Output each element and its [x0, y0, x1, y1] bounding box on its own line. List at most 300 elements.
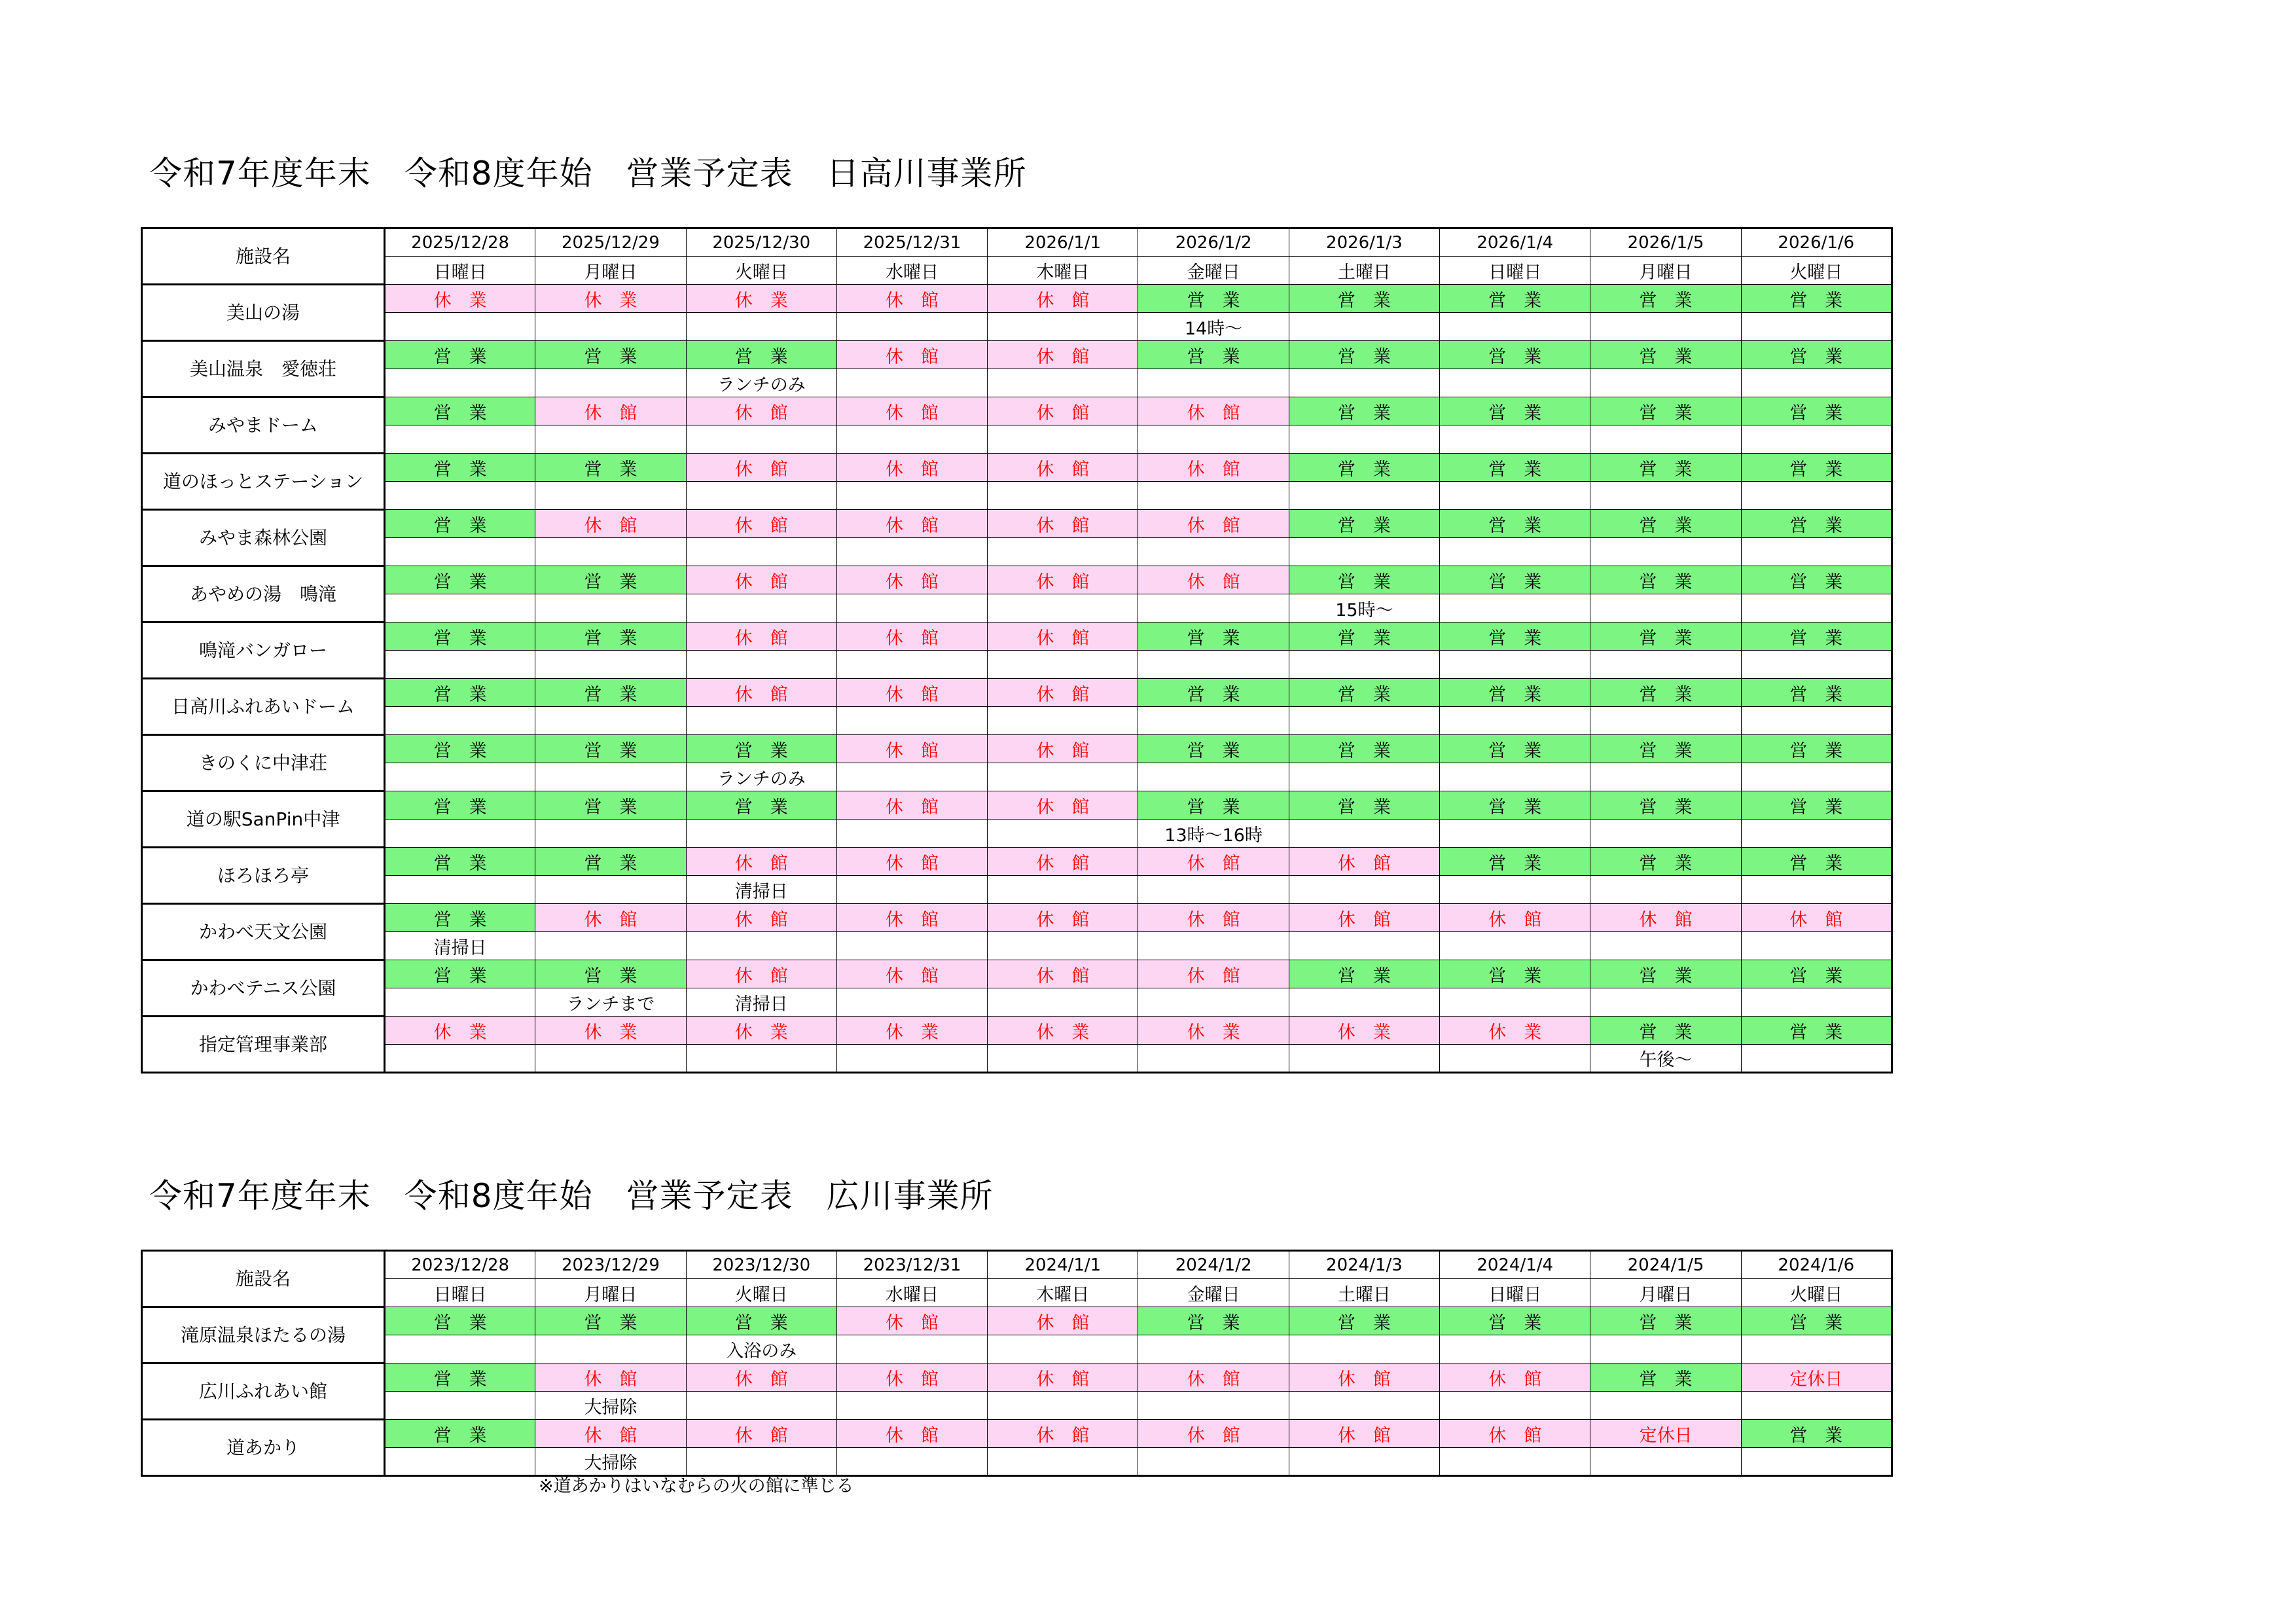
status-text: 営 業 [1187, 797, 1240, 818]
status-cell [836, 285, 987, 313]
header-weekday: 土曜日 [1289, 257, 1439, 285]
note-cell [836, 820, 987, 848]
status-cell [1741, 791, 1892, 820]
note-cell [836, 1045, 987, 1073]
status-text: 営 業 [1187, 290, 1240, 311]
table-row [142, 397, 1892, 425]
status-cell [988, 1017, 1138, 1045]
status-cell [1289, 566, 1439, 594]
header-date: 2023/12/30 [686, 1251, 836, 1279]
status-text: 営 業 [1337, 515, 1391, 536]
status-text: 営 業 [1488, 797, 1542, 818]
status-text: 休 館 [734, 965, 788, 986]
status-text: 休 館 [734, 909, 788, 930]
status-cell [1741, 679, 1892, 707]
status-cell [1741, 1420, 1892, 1448]
note-cell [535, 538, 686, 566]
note-cell [836, 876, 987, 904]
status-cell [988, 397, 1138, 425]
note-cell [686, 1045, 836, 1073]
status-cell [836, 341, 987, 369]
status-cell [1590, 1363, 1741, 1392]
status-text: 休 館 [1187, 459, 1240, 480]
status-text: 営 業 [734, 346, 788, 367]
note-cell [1590, 594, 1741, 623]
status-cell [836, 1420, 987, 1448]
status-text: 営 業 [433, 684, 487, 705]
status-text: 休 業 [1187, 1022, 1240, 1043]
status-text: 営 業 [1789, 1312, 1843, 1333]
status-cell [535, 735, 686, 763]
note-cell [988, 425, 1138, 454]
status-cell [1289, 510, 1439, 538]
note-cell [1440, 425, 1590, 454]
note-cell [1741, 425, 1892, 454]
note-cell [1590, 425, 1741, 454]
note-cell [1741, 707, 1892, 735]
note-cell [1590, 707, 1741, 735]
note-cell [1138, 425, 1289, 454]
status-text: 休 館 [734, 571, 788, 592]
status-text: 営 業 [1639, 797, 1693, 818]
note-cell [385, 820, 535, 848]
status-text: 営 業 [1789, 1022, 1843, 1043]
header-weekday: 金曜日 [1138, 1279, 1289, 1307]
note-cell [1590, 1392, 1741, 1420]
status-text: 休 館 [886, 571, 939, 592]
note-cell [535, 313, 686, 341]
note-cell [686, 538, 836, 566]
status-cell [385, 904, 535, 932]
note-cell [1289, 651, 1439, 679]
header-weekday: 日曜日 [385, 257, 535, 285]
note-cell [836, 763, 987, 791]
note-cell [385, 763, 535, 791]
status-cell [686, 1363, 836, 1392]
status-text: 営 業 [1337, 290, 1391, 311]
note-cell [385, 425, 535, 454]
note-cell [1138, 707, 1289, 735]
status-cell [1138, 735, 1289, 763]
status-cell [1289, 1307, 1439, 1335]
note-cell [988, 763, 1138, 791]
header-weekday: 水曜日 [836, 257, 987, 285]
facility-name: 鳴滝バンガロー [142, 623, 385, 679]
note-cell [1289, 482, 1439, 510]
status-cell [1289, 679, 1439, 707]
status-cell [535, 960, 686, 988]
status-cell [1741, 397, 1892, 425]
status-cell [385, 623, 535, 651]
note-cell [1289, 820, 1439, 848]
note-cell [1289, 988, 1439, 1017]
status-cell [686, 1420, 836, 1448]
header-weekday: 木曜日 [988, 1279, 1138, 1307]
footnote: ※道あかりはいなむらの火の館に準じる [539, 1476, 854, 1496]
header-date: 2024/1/4 [1440, 1251, 1590, 1279]
status-text: 休 館 [886, 684, 939, 705]
note-cell [1440, 763, 1590, 791]
status-cell [686, 679, 836, 707]
status-cell [686, 397, 836, 425]
status-text: 休 館 [1036, 965, 1090, 986]
note-cell [1590, 763, 1741, 791]
status-cell [988, 848, 1138, 876]
status-cell [535, 510, 686, 538]
status-text: 休 館 [734, 459, 788, 480]
header-date: 2023/12/31 [836, 1251, 987, 1279]
status-cell [385, 397, 535, 425]
status-text: 営 業 [433, 571, 487, 592]
status-cell [836, 735, 987, 763]
header-date: 2025/12/28 [385, 228, 535, 257]
header-date: 2026/1/3 [1289, 228, 1439, 257]
note-cell [385, 594, 535, 623]
status-cell [988, 341, 1138, 369]
status-text: 休 館 [1337, 853, 1391, 874]
header-weekday: 月曜日 [1590, 257, 1741, 285]
status-cell [1289, 397, 1439, 425]
header-date: 2023/12/28 [385, 1251, 535, 1279]
note-cell [836, 482, 987, 510]
status-text: 営 業 [1789, 459, 1843, 480]
status-text: 定休日 [1789, 1369, 1843, 1390]
status-text: 休 館 [584, 1369, 637, 1390]
note-cell [385, 538, 535, 566]
header-date: 2024/1/3 [1289, 1251, 1439, 1279]
note-cell [988, 313, 1138, 341]
table-row-notes [142, 876, 1892, 904]
status-text: 営 業 [1187, 346, 1240, 367]
note-cell [535, 820, 686, 848]
status-cell [1741, 341, 1892, 369]
status-cell [1590, 397, 1741, 425]
note-cell: 午後～ [1590, 1045, 1741, 1073]
note-cell [988, 1392, 1138, 1420]
status-cell [535, 566, 686, 594]
status-text: 休 館 [886, 853, 939, 874]
status-text: 営 業 [1639, 459, 1693, 480]
table-row-notes [142, 482, 1892, 510]
note-cell [1138, 369, 1289, 397]
header-date: 2024/1/5 [1590, 1251, 1741, 1279]
status-text: 営 業 [584, 965, 637, 986]
facility-name: 道のほっとステーション [142, 454, 385, 510]
status-cell [686, 791, 836, 820]
status-cell [385, 1420, 535, 1448]
status-cell [686, 454, 836, 482]
status-text: 営 業 [433, 797, 487, 818]
status-text: 営 業 [433, 459, 487, 480]
status-text: 営 業 [1337, 346, 1391, 367]
note-cell: 大掃除 [535, 1392, 686, 1420]
status-cell [988, 623, 1138, 651]
facility-name: あやめの湯 鳴滝 [142, 566, 385, 623]
status-cell [1440, 1363, 1590, 1392]
status-cell [988, 285, 1138, 313]
note-cell [988, 707, 1138, 735]
note-cell [1741, 988, 1892, 1017]
note-cell [988, 1448, 1138, 1476]
status-text: 営 業 [1639, 1369, 1693, 1390]
status-cell [988, 735, 1138, 763]
note-cell [1590, 1448, 1741, 1476]
table-row [142, 1307, 1892, 1335]
table-row-notes [142, 932, 1892, 960]
header-weekday: 日曜日 [1440, 1279, 1590, 1307]
status-text: 営 業 [1789, 571, 1843, 592]
status-text: 営 業 [433, 740, 487, 761]
status-cell [686, 848, 836, 876]
header-weekday: 日曜日 [1440, 257, 1590, 285]
section-title-hirokawa: 令和7年度年末 令和8度年始 営業予定表 広川事業所 [149, 1177, 994, 1215]
note-cell [1440, 876, 1590, 904]
status-cell [1590, 1017, 1741, 1045]
table-row-notes [142, 594, 1892, 623]
note-cell: 13時～16時 [1138, 820, 1289, 848]
note-cell [535, 707, 686, 735]
table-row-notes [142, 1448, 1892, 1476]
note-cell [1590, 1335, 1741, 1363]
status-text: 休 館 [1337, 1425, 1391, 1446]
status-text: 休 館 [1036, 1312, 1090, 1333]
note-cell [1138, 538, 1289, 566]
status-text: 営 業 [1488, 459, 1542, 480]
note-cell [1741, 651, 1892, 679]
status-text: 休 館 [886, 403, 939, 424]
header-date: 2026/1/5 [1590, 228, 1741, 257]
status-text: 休 館 [1187, 1425, 1240, 1446]
status-text: 営 業 [1337, 684, 1391, 705]
status-text: 営 業 [1337, 1312, 1391, 1333]
header-date: 2026/1/4 [1440, 228, 1590, 257]
status-cell [1138, 1017, 1289, 1045]
facility-name: みやま森林公園 [142, 510, 385, 566]
status-text: 営 業 [1488, 965, 1542, 986]
status-cell [1289, 848, 1439, 876]
header-weekday: 月曜日 [535, 257, 686, 285]
status-text: 営 業 [433, 1369, 487, 1390]
status-cell [1138, 679, 1289, 707]
note-cell [836, 1448, 987, 1476]
schedule-table-hirokawa [141, 1250, 1893, 1477]
status-text: 休 館 [1036, 853, 1090, 874]
note-cell [686, 425, 836, 454]
status-cell [686, 960, 836, 988]
header-date: 2025/12/30 [686, 228, 836, 257]
status-text: 営 業 [1337, 740, 1391, 761]
status-cell [1590, 454, 1741, 482]
note-cell [535, 482, 686, 510]
status-text: 営 業 [433, 628, 487, 649]
header-date: 2026/1/2 [1138, 228, 1289, 257]
status-cell [836, 679, 987, 707]
status-text: 休 館 [734, 628, 788, 649]
status-cell [1138, 454, 1289, 482]
status-text: 営 業 [1488, 515, 1542, 536]
facility-name: かわべテニス公園 [142, 960, 385, 1017]
status-cell [836, 791, 987, 820]
note-cell [535, 876, 686, 904]
note-cell [1440, 1045, 1590, 1073]
header-facility-name: 施設名 [142, 228, 385, 285]
status-text: 休 館 [734, 403, 788, 424]
status-cell [535, 679, 686, 707]
note-cell [1741, 763, 1892, 791]
status-text: 営 業 [1639, 515, 1693, 536]
note-cell [535, 763, 686, 791]
note-cell [1741, 482, 1892, 510]
status-cell [1440, 285, 1590, 313]
status-cell [686, 1307, 836, 1335]
table-row [142, 341, 1892, 369]
status-text: 休 館 [1187, 403, 1240, 424]
status-cell [1440, 1307, 1590, 1335]
status-cell [1138, 397, 1289, 425]
note-cell [836, 369, 987, 397]
status-cell [535, 904, 686, 932]
status-text: 休 館 [584, 1425, 637, 1446]
status-cell [686, 623, 836, 651]
note-cell [1440, 538, 1590, 566]
note-cell: ランチのみ [686, 369, 836, 397]
status-cell [1138, 341, 1289, 369]
status-cell [1138, 960, 1289, 988]
note-cell [686, 313, 836, 341]
status-cell [535, 623, 686, 651]
header-weekday: 火曜日 [686, 257, 836, 285]
status-cell [1289, 623, 1439, 651]
status-cell [1440, 904, 1590, 932]
header-date: 2025/12/31 [836, 228, 987, 257]
note-cell [1440, 651, 1590, 679]
status-text: 休 館 [886, 1369, 939, 1390]
header-weekday: 火曜日 [1741, 1279, 1892, 1307]
status-text: 休 館 [886, 346, 939, 367]
facility-name: 日高川ふれあいドーム [142, 679, 385, 735]
status-text: 休 館 [1337, 1369, 1391, 1390]
facility-name: 美山温泉 愛徳荘 [142, 341, 385, 397]
note-cell [1741, 876, 1892, 904]
note-cell [1440, 1335, 1590, 1363]
status-text: 営 業 [1488, 628, 1542, 649]
status-text: 休 館 [1036, 515, 1090, 536]
note-cell [1590, 369, 1741, 397]
status-text: 休 館 [1036, 909, 1090, 930]
status-cell [385, 791, 535, 820]
status-cell [836, 397, 987, 425]
status-text: 休 館 [584, 515, 637, 536]
header-date: 2024/1/1 [988, 1251, 1138, 1279]
table-row [142, 904, 1892, 932]
status-cell [1289, 454, 1439, 482]
status-text: 休 館 [1187, 853, 1240, 874]
status-cell [1289, 1420, 1439, 1448]
status-text: 休 館 [886, 290, 939, 311]
header-weekday: 月曜日 [535, 1279, 686, 1307]
status-cell [1741, 735, 1892, 763]
note-cell [1590, 820, 1741, 848]
facility-name: ほろほろ亭 [142, 848, 385, 904]
note-cell [1590, 876, 1741, 904]
note-cell [1138, 1045, 1289, 1073]
note-cell [988, 820, 1138, 848]
status-cell [1289, 1363, 1439, 1392]
note-cell [1138, 1335, 1289, 1363]
table-row [142, 566, 1892, 594]
status-text: 営 業 [1639, 403, 1693, 424]
status-text: 休 館 [1036, 346, 1090, 367]
note-cell [1440, 932, 1590, 960]
status-text: 休 館 [584, 403, 637, 424]
status-text: 営 業 [1789, 853, 1843, 874]
status-text: 休 館 [734, 515, 788, 536]
status-text: 休 館 [734, 853, 788, 874]
status-cell [1590, 735, 1741, 763]
note-cell [1440, 594, 1590, 623]
note-cell [385, 313, 535, 341]
status-text: 休 業 [1036, 1022, 1090, 1043]
table-row-notes [142, 707, 1892, 735]
note-cell [1590, 988, 1741, 1017]
status-cell [1440, 791, 1590, 820]
status-cell [988, 1307, 1138, 1335]
status-text: 営 業 [1187, 684, 1240, 705]
status-cell [385, 566, 535, 594]
status-text: 休 館 [886, 1312, 939, 1333]
status-text: 休 館 [1036, 1425, 1090, 1446]
table-row [142, 679, 1892, 707]
header-weekday: 火曜日 [686, 1279, 836, 1307]
note-cell [535, 425, 686, 454]
status-text: 営 業 [1789, 628, 1843, 649]
status-cell [836, 848, 987, 876]
status-text: 休 館 [1337, 909, 1391, 930]
note-cell [1289, 1045, 1439, 1073]
status-text: 営 業 [1789, 965, 1843, 986]
status-text: 休 業 [584, 290, 637, 311]
header-weekday: 木曜日 [988, 257, 1138, 285]
note-cell [1138, 876, 1289, 904]
status-cell [1289, 341, 1439, 369]
note-cell [836, 707, 987, 735]
note-cell [1289, 932, 1439, 960]
status-cell [836, 510, 987, 538]
table-row [142, 735, 1892, 763]
status-cell [836, 566, 987, 594]
status-cell [1590, 566, 1741, 594]
status-text: 営 業 [433, 909, 487, 930]
status-text: 営 業 [1789, 290, 1843, 311]
status-text: 休 館 [1187, 1369, 1240, 1390]
status-text: 休 館 [886, 515, 939, 536]
status-text: 営 業 [1488, 571, 1542, 592]
note-cell: 清掃日 [385, 932, 535, 960]
note-cell [1741, 1045, 1892, 1073]
status-text: 休 館 [1488, 1425, 1542, 1446]
status-cell [1741, 454, 1892, 482]
status-cell [1440, 1017, 1590, 1045]
table-row-notes [142, 538, 1892, 566]
status-text: 営 業 [433, 403, 487, 424]
status-text: 休 業 [433, 1022, 487, 1043]
status-text: 定休日 [1639, 1425, 1693, 1446]
status-cell [1440, 510, 1590, 538]
status-cell [988, 679, 1138, 707]
note-cell [1138, 763, 1289, 791]
note-cell [1741, 313, 1892, 341]
facility-name: 広川ふれあい館 [142, 1363, 385, 1420]
